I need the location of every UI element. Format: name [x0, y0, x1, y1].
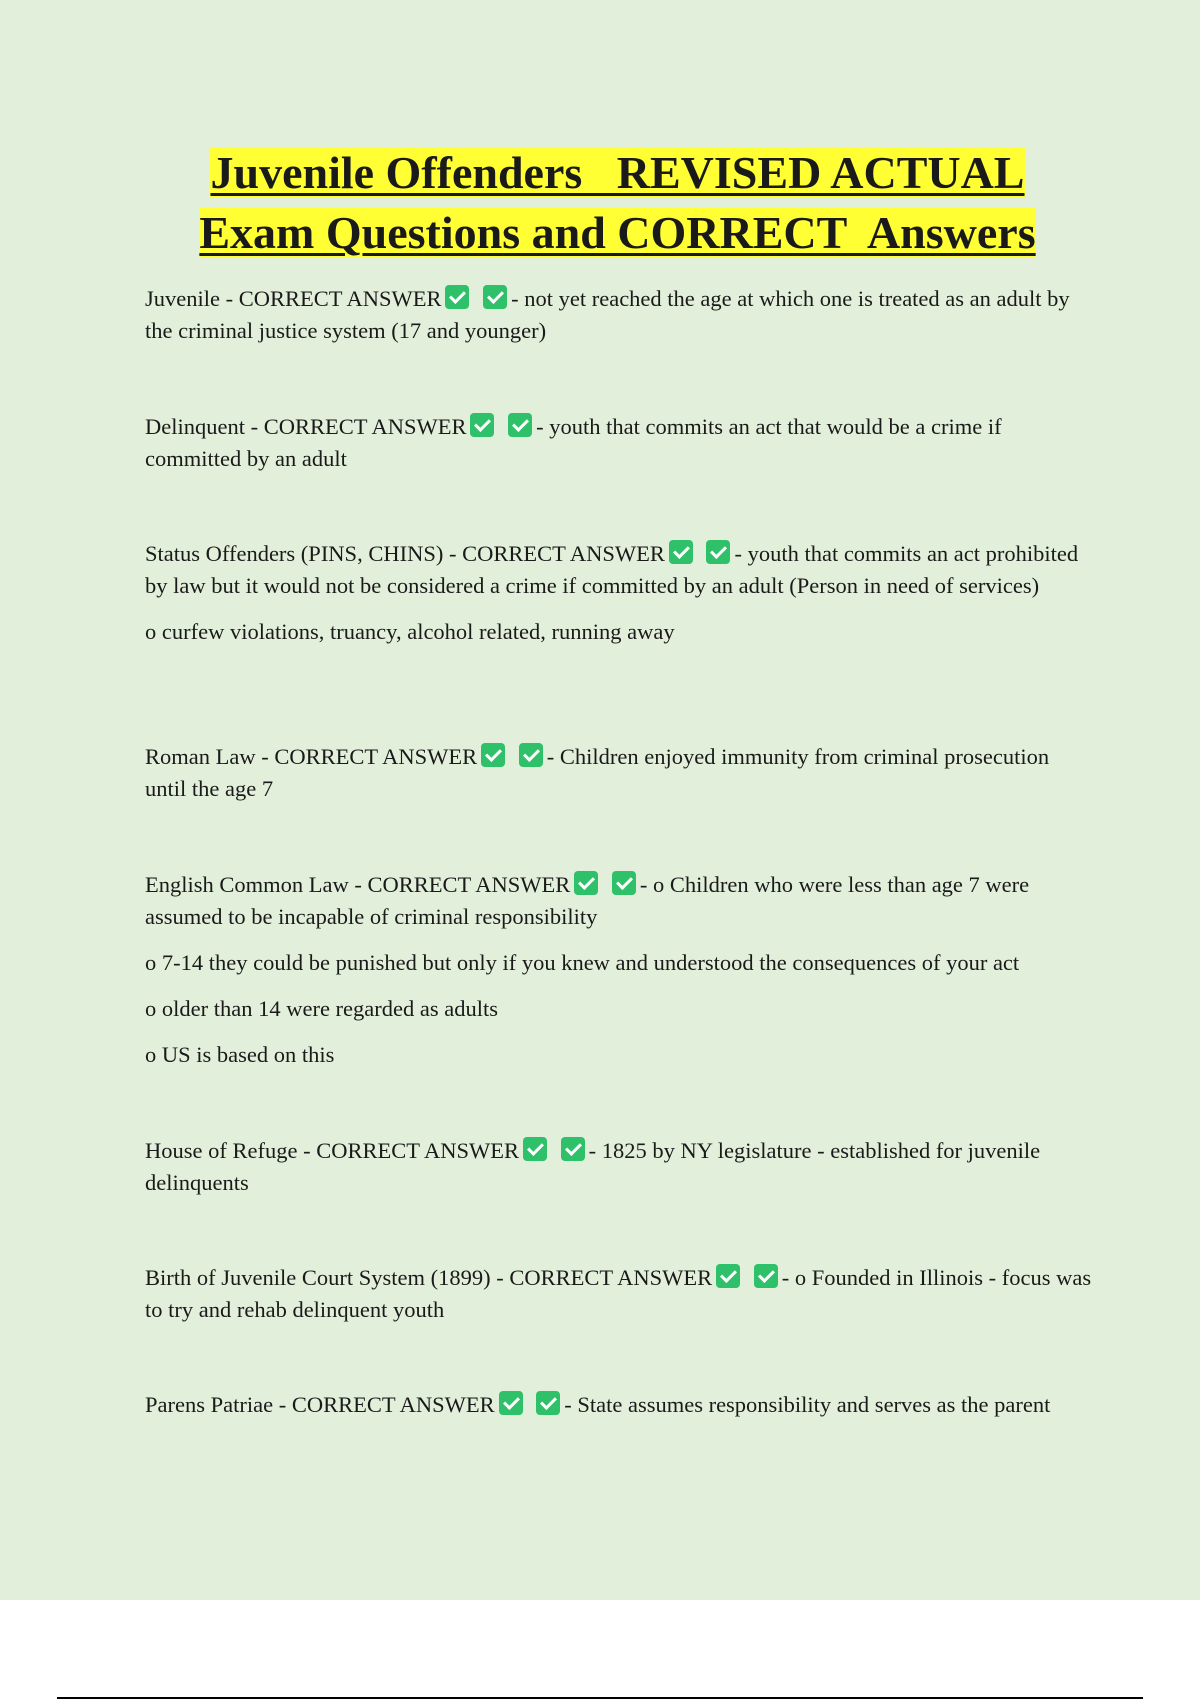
qa-term: Parens Patriae [145, 1392, 274, 1417]
qa-marker: CORRECT ANSWER [291, 1392, 495, 1417]
qa-line: Delinquent - CORRECT ANSWER - youth that commits an act that would be a crime if committed by an adult [145, 414, 1002, 471]
check-mark-icon [508, 413, 532, 437]
check-mark-icon [669, 540, 693, 564]
qa-line: Birth of Juvenile Court System (1899) - CORRECT ANSWER - o Founded in Illinois - focus was to try and rehab delinquent youth [145, 1265, 1092, 1322]
qa-definition: youth that commits an act prohibited by law but it would not be considered a crime if committed by an adult (Person in need of services) [145, 541, 1079, 598]
qa-definition: Children enjoyed immunity from criminal prosecution until the age 7 [145, 744, 1050, 801]
check-mark-icon [445, 285, 469, 309]
footer-divider [57, 1697, 1143, 1699]
qa-term: Status Offenders (PINS, CHINS) [145, 541, 444, 566]
check-mark-icon [483, 285, 507, 309]
qa-definition: 1825 by NY legislature - established for juvenile delinquents [145, 1138, 1041, 1195]
document-title [0, 143, 1200, 263]
check-mark-icon [612, 871, 636, 895]
qa-term: English Common Law [145, 872, 349, 897]
check-mark-icon [523, 1137, 547, 1161]
qa-note: o curfew violations, truancy, alcohol related, running away [145, 619, 675, 644]
qa-entry [145, 283, 1095, 347]
qa-definition: youth that commits an act that would be a crime if committed by an adult [145, 414, 1002, 471]
check-mark-icon [470, 413, 494, 437]
check-mark-icon [481, 743, 505, 767]
qa-term: Roman Law [145, 744, 256, 769]
qa-term: Juvenile [145, 286, 220, 311]
qa-definition: State assumes responsibility and serves as the parent [577, 1392, 1051, 1417]
qa-marker: CORRECT ANSWER [274, 744, 478, 769]
qa-line: Status Offenders (PINS, CHINS) - CORRECT ANSWER - youth that commits an act prohibited by law but it would not be considered a crime if committed by an adult (Person in need of services) [145, 541, 1079, 598]
qa-entry [145, 869, 1095, 1071]
qa-marker: CORRECT ANSWER [509, 1265, 713, 1290]
qa-marker: CORRECT ANSWER [462, 541, 665, 566]
qa-entry [145, 411, 1095, 475]
title-line-1: Juvenile Offenders REVISED ACTUAL [210, 147, 1025, 198]
check-mark-icon [754, 1264, 778, 1288]
check-mark-icon [716, 1264, 740, 1288]
qa-note: o older than 14 were regarded as adults [145, 996, 498, 1021]
qa-definition: o Children who were less than age 7 were assumed to be incapable of criminal responsibility [145, 872, 1030, 929]
check-mark-icon [561, 1137, 585, 1161]
qa-entry [145, 538, 1095, 648]
qa-definition: o Founded in Illinois - focus was to try and rehab delinquent youth [145, 1265, 1092, 1322]
qa-line: Juvenile - CORRECT ANSWER - not yet reached the age at which one is treated as an adult by the criminal justice system (17 and younger) [145, 286, 1070, 343]
qa-term: Birth of Juvenile Court System (1899) [145, 1265, 491, 1290]
qa-line: Roman Law - CORRECT ANSWER - Children enjoyed immunity from criminal prosecution until the age 7 [145, 744, 1050, 801]
qa-entry [145, 1135, 1095, 1199]
qa-note: o 7-14 they could be punished but only if you knew and understood the consequences of your act [145, 950, 1020, 975]
qa-line: House of Refuge - CORRECT ANSWER - 1825 by NY legislature - established for juvenile delinquents [145, 1138, 1041, 1195]
qa-line: English Common Law - CORRECT ANSWER - o Children who were less than age 7 were assumed to be incapable of criminal responsibility [145, 872, 1030, 929]
qa-definition: not yet reached the age at which one is treated as an adult by the criminal justice system (17 and younger) [145, 286, 1070, 343]
qa-entry [145, 741, 1095, 805]
check-mark-icon [574, 871, 598, 895]
qa-line: Parens Patriae - CORRECT ANSWER - State assumes responsibility and serves as the parent [145, 1392, 1051, 1417]
qa-marker: CORRECT ANSWER [367, 872, 571, 897]
qa-marker: CORRECT ANSWER [263, 414, 467, 439]
qa-note: o US is based on this [145, 1042, 335, 1067]
check-mark-icon [536, 1391, 560, 1415]
qa-term: Delinquent [145, 414, 245, 439]
qa-marker: CORRECT ANSWER [316, 1138, 519, 1163]
check-mark-icon [706, 540, 730, 564]
qa-term: House of Refuge [145, 1138, 298, 1163]
check-mark-icon [499, 1391, 523, 1415]
title-line-2: Exam Questions and CORRECT Answers [199, 207, 1036, 258]
qa-marker: CORRECT ANSWER [238, 286, 442, 311]
qa-entry [145, 1262, 1095, 1326]
qa-entry [145, 1389, 1095, 1421]
check-mark-icon [519, 743, 543, 767]
